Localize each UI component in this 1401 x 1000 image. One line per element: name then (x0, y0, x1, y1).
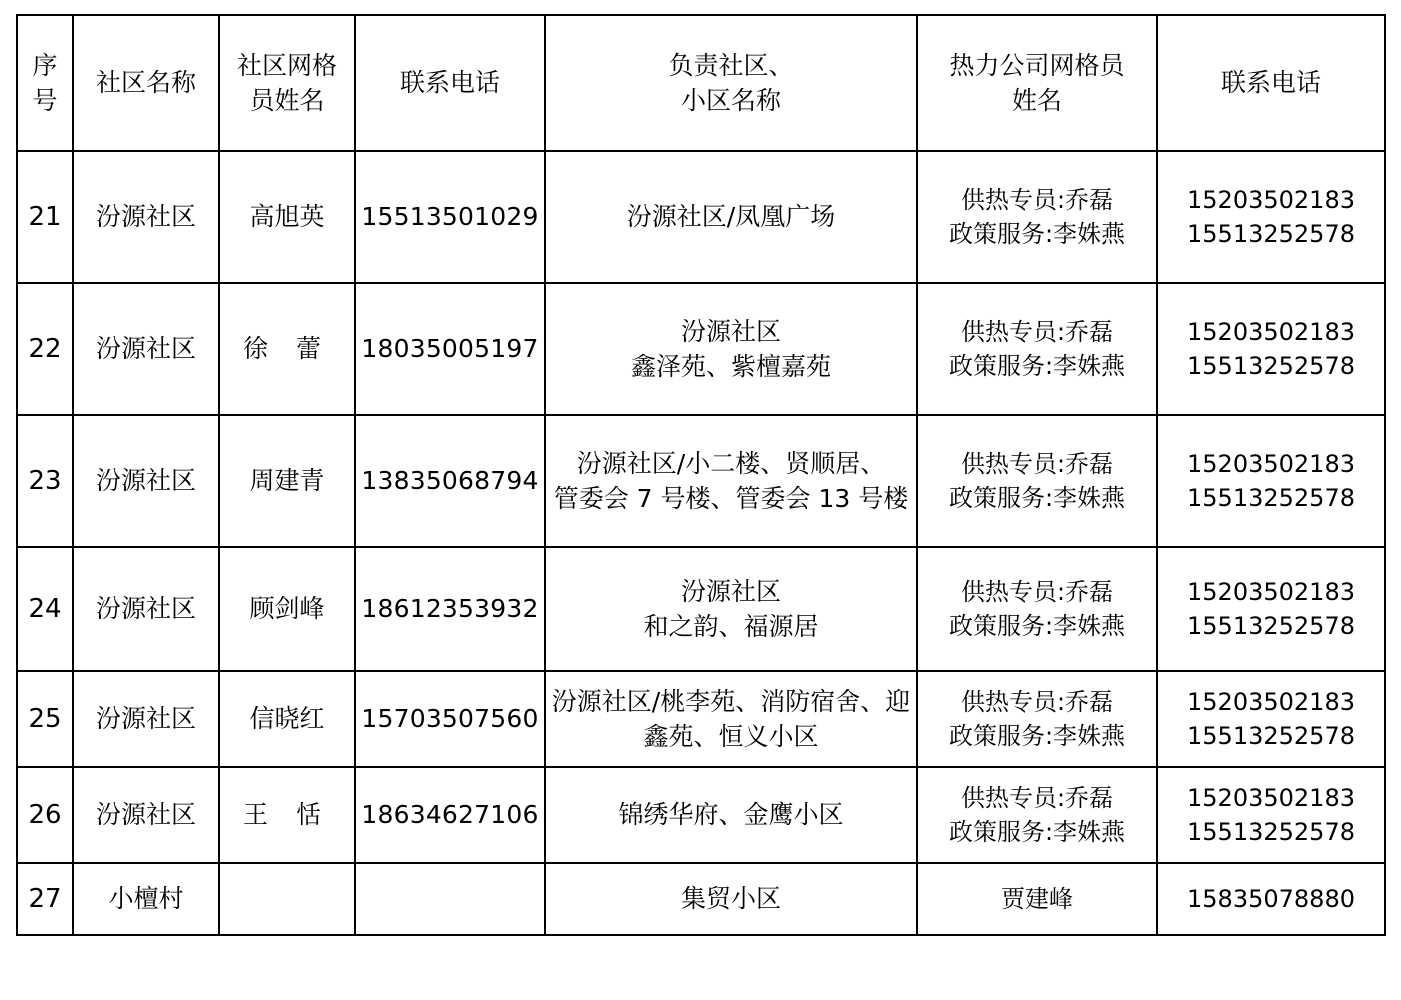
column-header-gridworker: 社区网格 员姓名 (219, 15, 355, 151)
cell-community: 汾源社区 (73, 671, 219, 767)
cell-heat-worker: 供热专员:乔磊 政策服务:李姝燕 (917, 283, 1157, 415)
column-header-area: 负责社区、 小区名称 (545, 15, 917, 151)
table-row (17, 151, 1385, 283)
cell-gridworker: 高旭英 (219, 151, 355, 283)
cell-area: 汾源社区/凤凰广场 (545, 151, 917, 283)
cell-gridworker: 信晓红 (219, 671, 355, 767)
cell-phone: 13835068794 (355, 415, 545, 547)
cell-heat-worker: 贾建峰 (917, 863, 1157, 935)
cell-community: 小檀村 (73, 863, 219, 935)
grid-worker-contact-table (16, 14, 1386, 936)
cell-phone: 18634627106 (355, 767, 545, 863)
cell-phone: 15513501029 (355, 151, 545, 283)
cell-phone: 15703507560 (355, 671, 545, 767)
cell-area: 汾源社区 和之韵、福源居 (545, 547, 917, 671)
header-row (17, 15, 1385, 151)
column-header-index: 序 号 (17, 15, 73, 151)
table-row (17, 547, 1385, 671)
cell-area: 锦绣华府、金鹰小区 (545, 767, 917, 863)
column-header-heat-phone: 联系电话 (1157, 15, 1385, 151)
cell-phone (355, 863, 545, 935)
cell-heat-phone: 15203502183 15513252578 (1157, 415, 1385, 547)
cell-community: 汾源社区 (73, 767, 219, 863)
cell-index: 22 (17, 283, 73, 415)
column-header-phone: 联系电话 (355, 15, 545, 151)
cell-heat-phone: 15203502183 15513252578 (1157, 671, 1385, 767)
table-row (17, 671, 1385, 767)
table-row (17, 767, 1385, 863)
cell-phone: 18035005197 (355, 283, 545, 415)
column-header-community: 社区名称 (73, 15, 219, 151)
cell-heat-phone: 15203502183 15513252578 (1157, 547, 1385, 671)
cell-community: 汾源社区 (73, 547, 219, 671)
cell-heat-worker: 供热专员:乔磊 政策服务:李姝燕 (917, 547, 1157, 671)
cell-gridworker: 周建青 (219, 415, 355, 547)
cell-heat-worker: 供热专员:乔磊 政策服务:李姝燕 (917, 151, 1157, 283)
cell-gridworker: 王 恬 (219, 767, 355, 863)
cell-heat-phone: 15203502183 15513252578 (1157, 767, 1385, 863)
table-header (17, 15, 1385, 151)
table-row (17, 863, 1385, 935)
cell-heat-phone: 15203502183 15513252578 (1157, 283, 1385, 415)
cell-index: 23 (17, 415, 73, 547)
cell-community: 汾源社区 (73, 283, 219, 415)
cell-area: 集贸小区 (545, 863, 917, 935)
cell-heat-worker: 供热专员:乔磊 政策服务:李姝燕 (917, 767, 1157, 863)
cell-heat-phone: 15203502183 15513252578 (1157, 151, 1385, 283)
cell-community: 汾源社区 (73, 415, 219, 547)
cell-gridworker: 徐 蕾 (219, 283, 355, 415)
cell-area: 汾源社区/桃李苑、消防宿舍、迎 鑫苑、恒义小区 (545, 671, 917, 767)
cell-gridworker (219, 863, 355, 935)
table-row (17, 415, 1385, 547)
cell-index: 24 (17, 547, 73, 671)
cell-index: 27 (17, 863, 73, 935)
cell-index: 26 (17, 767, 73, 863)
cell-heat-worker: 供热专员:乔磊 政策服务:李姝燕 (917, 671, 1157, 767)
cell-area: 汾源社区/小二楼、贤顺居、 管委会 7 号楼、管委会 13 号楼 (545, 415, 917, 547)
table-row (17, 283, 1385, 415)
cell-gridworker: 顾剑峰 (219, 547, 355, 671)
cell-heat-phone: 15835078880 (1157, 863, 1385, 935)
cell-phone: 18612353932 (355, 547, 545, 671)
table-body (17, 151, 1385, 935)
column-header-heat-worker: 热力公司网格员 姓名 (917, 15, 1157, 151)
cell-area: 汾源社区 鑫泽苑、紫檀嘉苑 (545, 283, 917, 415)
cell-community: 汾源社区 (73, 151, 219, 283)
cell-index: 21 (17, 151, 73, 283)
cell-heat-worker: 供热专员:乔磊 政策服务:李姝燕 (917, 415, 1157, 547)
cell-index: 25 (17, 671, 73, 767)
